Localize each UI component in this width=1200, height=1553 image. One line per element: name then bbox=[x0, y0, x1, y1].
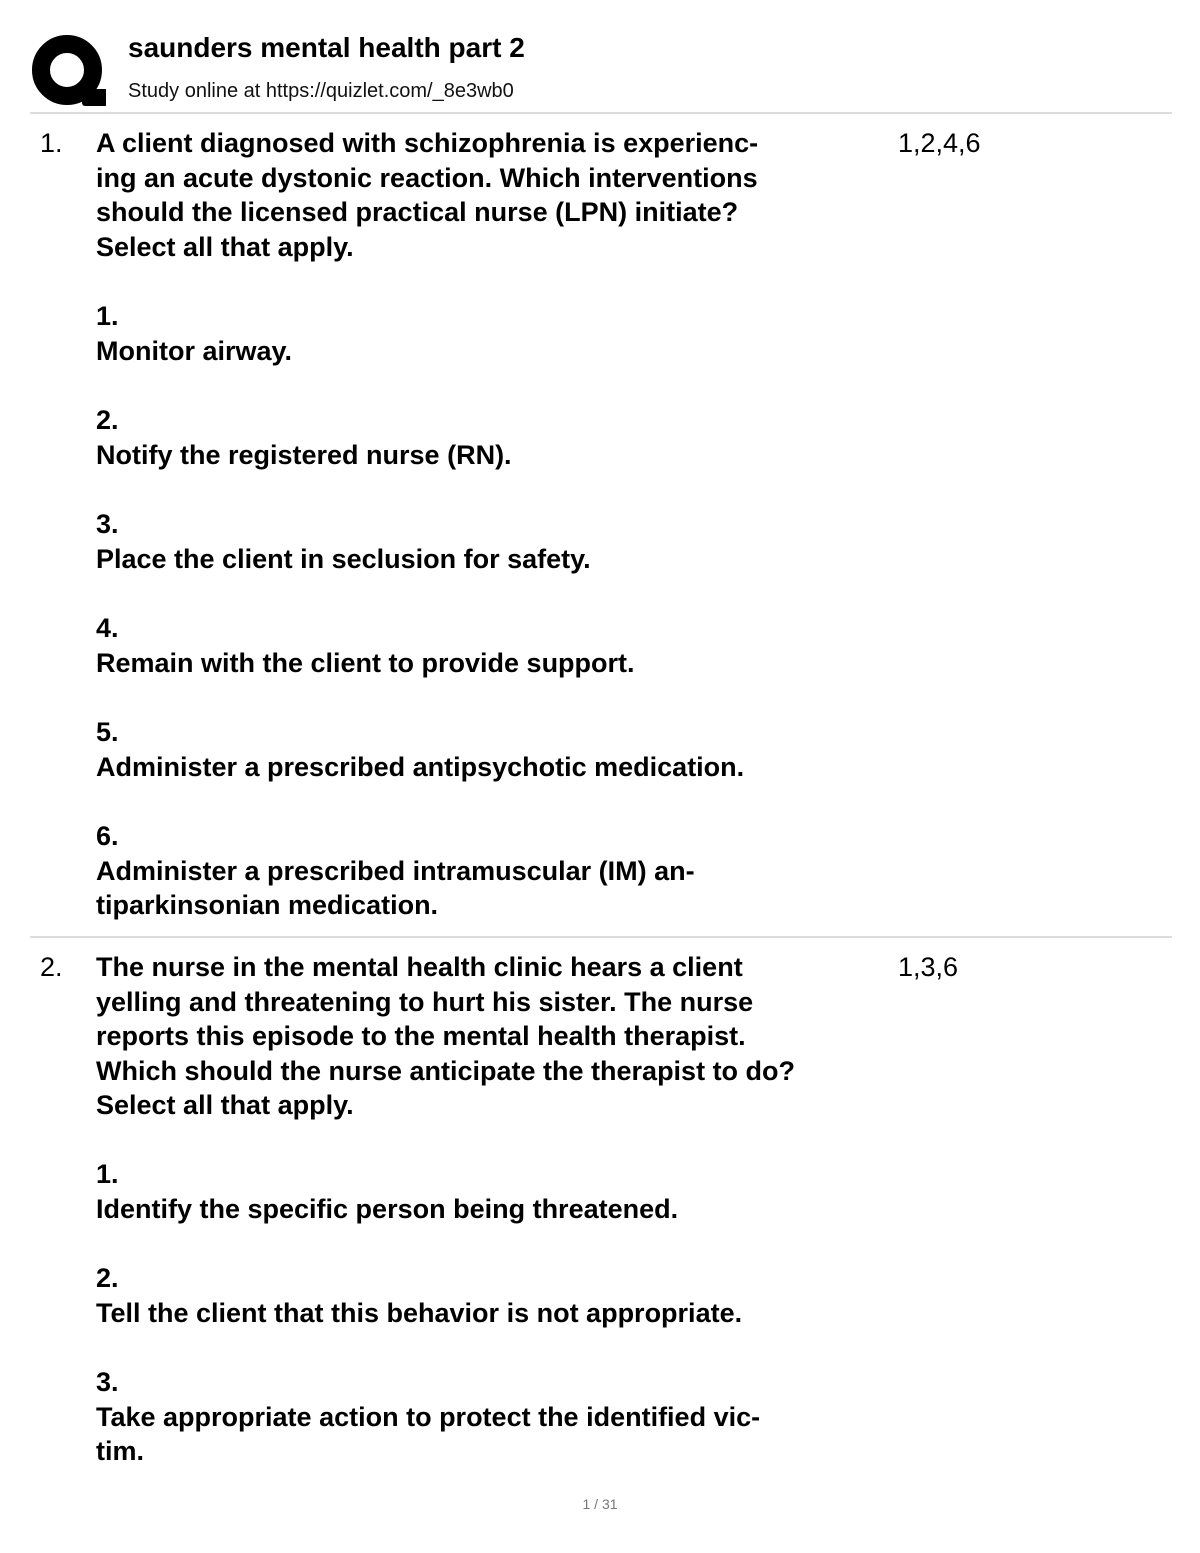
stem-line: should the licensed practical nurse (LPN) initiate? bbox=[96, 197, 739, 227]
page-header bbox=[30, 30, 1172, 112]
question-number: 2. bbox=[40, 952, 63, 982]
option-1 bbox=[96, 299, 916, 368]
option-number: 6. bbox=[96, 821, 119, 851]
answer-text: 1,3,6 bbox=[898, 952, 959, 982]
page-number: 1 / 31 bbox=[582, 1496, 618, 1512]
option-text: Place the client in seclusion for safety. bbox=[96, 543, 591, 574]
option-text: Remain with the client to provide support. bbox=[96, 647, 635, 678]
option-2 bbox=[96, 1261, 916, 1330]
answer-options bbox=[96, 1157, 916, 1504]
option-number: 1. bbox=[96, 301, 119, 331]
header-divider bbox=[30, 112, 1172, 114]
option-5 bbox=[96, 715, 916, 784]
quizlet-q-logo-icon bbox=[30, 34, 106, 110]
stem-line: A client diagnosed with schizophrenia is experienc- bbox=[96, 128, 759, 158]
option-number: 3. bbox=[96, 509, 119, 539]
option-text: tim. bbox=[96, 1436, 145, 1466]
question-stem bbox=[96, 950, 926, 1123]
option-text: Monitor airway. bbox=[96, 335, 293, 366]
option-number: 5. bbox=[96, 717, 119, 747]
option-text: Administer a prescribed antipsychotic medication. bbox=[96, 751, 745, 782]
question-stem bbox=[96, 126, 896, 264]
question-divider bbox=[30, 936, 1172, 938]
set-title: saunders mental health part 2 bbox=[128, 32, 525, 63]
stem-line: reports this episode to the mental health therapist. bbox=[96, 1021, 746, 1051]
option-text: Tell the client that this behavior is not appropriate. bbox=[96, 1297, 743, 1328]
answer-options bbox=[96, 299, 916, 958]
option-number: 2. bbox=[96, 405, 119, 435]
option-2 bbox=[96, 403, 916, 472]
option-text: Notify the registered nurse (RN). bbox=[96, 439, 512, 470]
study-online-link[interactable]: Study online at https://quizlet.com/_8e3wb0 bbox=[128, 80, 514, 102]
stem-line: The nurse in the mental health clinic hears a client bbox=[96, 952, 743, 982]
option-text: tiparkinsonian medication. bbox=[96, 890, 439, 920]
question-number: 1. bbox=[40, 128, 63, 158]
option-4 bbox=[96, 611, 916, 680]
stem-line: Which should the nurse anticipate the therapist to do? bbox=[96, 1055, 796, 1086]
stem-line: Select all that apply. bbox=[96, 1090, 354, 1120]
option-text: Administer a prescribed intramuscular (IM) an- bbox=[96, 855, 695, 886]
option-text: Identify the specific person being threatened. bbox=[96, 1193, 679, 1224]
option-number: 3. bbox=[96, 1367, 119, 1397]
option-number: 4. bbox=[96, 613, 119, 643]
stem-line: Select all that apply. bbox=[96, 231, 354, 262]
stem-line: yelling and threatening to hurt his sister. The nurse bbox=[96, 986, 754, 1017]
answer-text: 1,2,4,6 bbox=[898, 128, 981, 158]
option-number: 2. bbox=[96, 1263, 119, 1293]
option-3 bbox=[96, 507, 916, 576]
option-number: 1. bbox=[96, 1159, 119, 1189]
option-1 bbox=[96, 1157, 916, 1226]
option-3 bbox=[96, 1365, 916, 1469]
option-6 bbox=[96, 819, 916, 923]
option-text: Take appropriate action to protect the identified vic- bbox=[96, 1401, 761, 1432]
stem-line: ing an acute dystonic reaction. Which interventions bbox=[96, 162, 758, 193]
